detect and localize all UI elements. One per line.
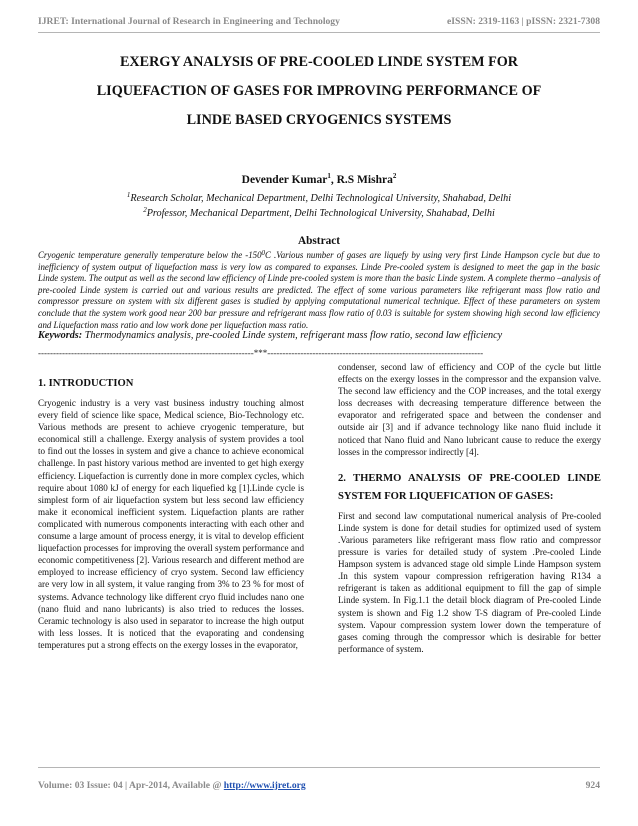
volume-info — [38, 780, 306, 791]
author-name: Devender Kumar — [241, 174, 328, 186]
left-column — [38, 375, 304, 651]
volume-text: Volume: 03 Issue: 04 | Apr-2014, Available @ — [38, 780, 224, 791]
keywords-label: Keywords: — [38, 330, 83, 341]
affiliation — [0, 193, 638, 204]
title-line-1: EXERGY ANALYSIS OF PRE-COOLED LINDE SYSTEM FOR — [119, 54, 519, 70]
author-separator: , — [330, 174, 337, 186]
issn: eISSN: 2319-1163 | pISSN: 2321-7308 — [447, 16, 600, 27]
abstract-text-start: Cryogenic temperature generally temperature below the -150 — [38, 250, 262, 260]
header-rule — [38, 32, 600, 33]
body-paragraph: condenser, second law of efficiency and COP of the cycle but little effects on the exergy losses in the compressor and the expansion valve. The second law efficiency and the COP increases, and the total exergy loss decreases with decreasing temperature difference between the evaporator and refrigerated space and between the condenser and outside air [3] and if advance technology like nano fluid include it noticed that Nano fluid and Nano lubricant cause to reduce the exergy losses in the compressor indirectly [4]. — [338, 362, 601, 457]
journal-name: IJRET: International Journal of Research in Engineering and Technology — [38, 16, 340, 27]
abstract-text — [38, 250, 600, 331]
body-paragraph: Cryogenic industry is a very vast business industry touching almost every field of science like space, Medical science, Bio-Technology etc. Various methods are present to achieve cryogenic temperature, but economical still a challenge. Exergy analysis of system provides a tool to find out the losses in system and give a chance to achieve economical challenge. In past history various method are invented to get high exergy efficiency. Liquefaction is currently done in more complex cycles, which require about 1080 kJ of energy for each liquefied kg [1].Linde cycle is simplest form of air liquefaction system but less second law efficiency make it economical inefficient system. Liquefaction plants are rather complicated with numerous components interacting with each other and consume a large amount of process energy, it is vital to develop efficient liquefaction processes for improving the overall system performance and economic competitiveness [2]. Various research and different method are employed to increase efficiency of cryo system. Second law efficiency are very low in all system, it value ranging from 3% to 23 % for most of systems. Advance technology like different cryo fluid includes nano one (nano fluid and nano lubricants) is also tried to reduces the losses. Ceramic technology is also used in separator to increase the high output with less losses. It is noticed that the evaporating and condensing temperatures put a strong effects on the exergy losses in the evaporator, — [38, 398, 304, 650]
abstract-text-rest: C .Various number of gases are liquefy by using very first Linde Hampson cycle but due to inefficiency of system output of liquefaction mass is very low as compared to expanses. Linde Pre-cooled system is designed to meet the gap in the basic Linde system. The output as well as the second law efficiency of Linde pre-cooled system is more than the basic Linde system. A complete thermo –analysis of pre-cooled Linde system is carried out and various results are predicted. The effect of some various parameters like refrigerant mass flow ratio and compressor pressure on system with six different gases is studied by applying computational numerical technique. Effect of these parameters on system conclude that the system work good near 200 bar pressure and refrigerant mass flow ratio of 0.03 is suitable for system showing high second law efficiency and Liquefaction mass ratio and low work done per liquefaction mass ratio. — [38, 250, 600, 330]
abstract-heading: Abstract — [297, 235, 341, 247]
page-number: 924 — [585, 780, 600, 791]
running-footer — [38, 780, 600, 791]
affiliation-text: Research Scholar, Mechanical Department, Delhi Technological University, Shahabad, Delhi — [130, 193, 512, 204]
footer-rule — [38, 767, 600, 768]
title-line-2: LIQUEFACTION OF GASES FOR IMPROVING PERFORMANCE OF — [96, 83, 542, 99]
running-header — [38, 16, 600, 27]
keywords — [38, 330, 600, 341]
keywords-text: Thermodynamics analysis, pre-cooled Linde system, refrigerant mass flow ratio, second law efficiency — [82, 330, 503, 341]
affiliation-mark: 2 — [143, 206, 147, 214]
paper-title — [38, 48, 600, 135]
author-name: R.S Mishra — [336, 174, 393, 186]
title-line-3: LINDE BASED CRYOGENICS SYSTEMS — [186, 112, 452, 128]
author-affiliation-mark: 2 — [392, 172, 397, 180]
section-heading: 2. THERMO ANALYSIS OF PRE-COOLED LINDE SYSTEM FOR LIQUEFICATION OF GASES: — [338, 472, 601, 502]
right-column — [338, 361, 601, 655]
section-separator: ------------------------------------------------------------------------***------------------------------------------------------------------------ — [38, 348, 484, 358]
affiliation-mark: 1 — [126, 191, 131, 199]
author-affiliation-mark: 1 — [327, 172, 331, 180]
section-heading: 1. INTRODUCTION — [38, 378, 134, 389]
author-list — [0, 174, 638, 186]
journal-link[interactable]: http://www.ijret.org — [223, 780, 306, 791]
body-paragraph: First and second law computational numerical analysis of Pre-cooled Linde system is done for detail studies for optimized used of system .Various parameters like refrigerant mass flow ratio and compressor pressure is varies for detailed study of system .Pre-cooled Linde Hampson system is advanced stage old simple Linde Hampson system .In this system vapour compression refrigeration having R134 a refrigerant is taken as additional equipment to fill the gap of simple Linde system. In Fig.1.1 the detail block diagram of Pre-cooled Linde system is shown and Fig 1.2 show T-S diagram of Pre-cooled Linde system. Vapour compression system lower down the temperature of gases coming through the compressor which is desirable for better performance of system. — [338, 510, 601, 654]
affiliation — [0, 208, 638, 219]
affiliation-text: Professor, Mechanical Department, Delhi Technological University, Shahabad, Delhi — [146, 208, 495, 219]
degree-superscript: 0 — [261, 249, 266, 257]
